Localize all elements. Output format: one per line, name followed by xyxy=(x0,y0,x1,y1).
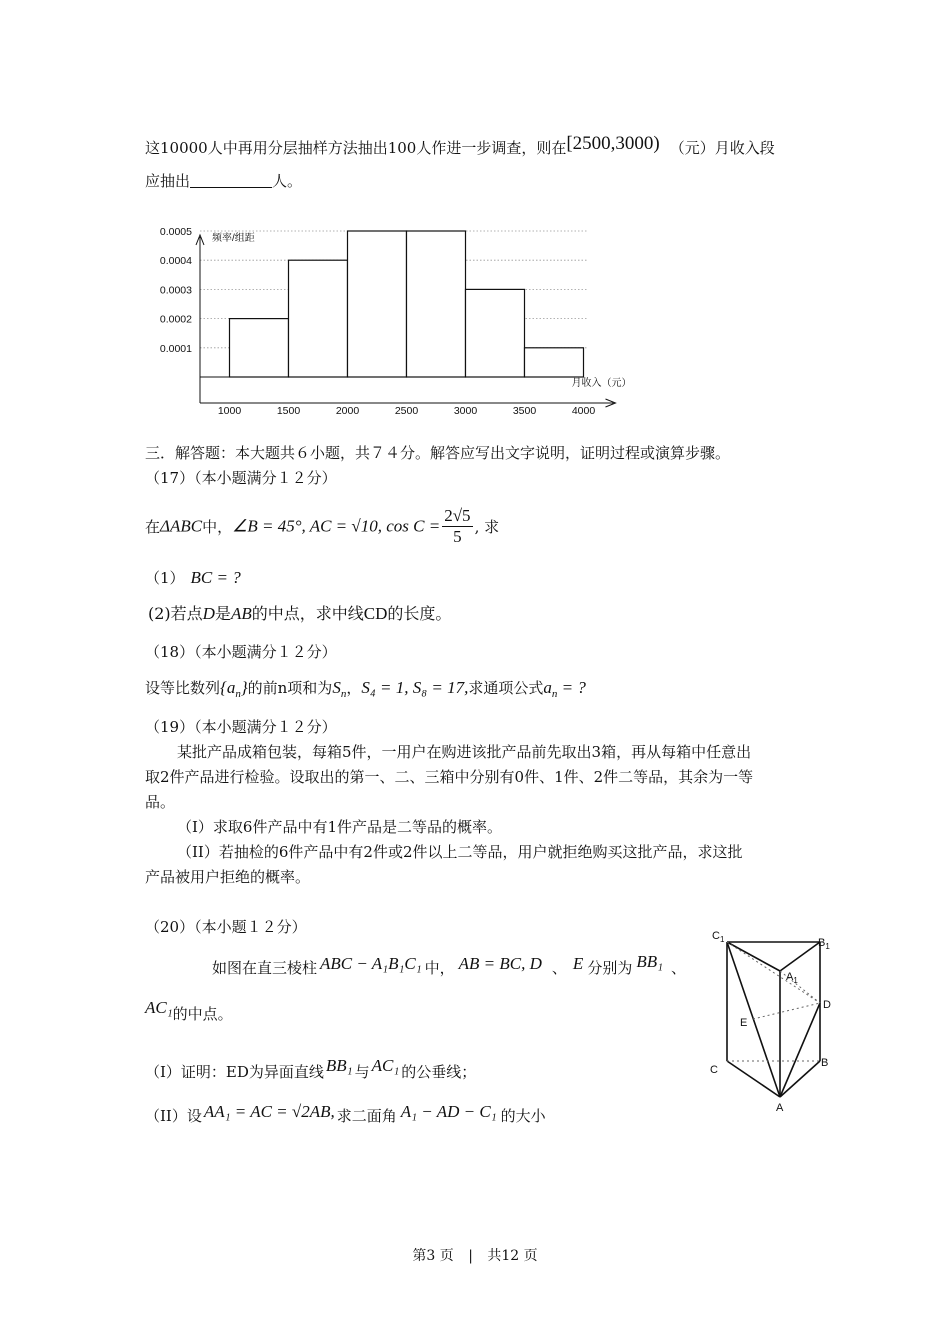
y-tick-label: 0.0001 xyxy=(159,342,192,355)
q18-S: S xyxy=(332,678,341,697)
q19-p3: 品。 xyxy=(145,793,176,811)
edge-A-D xyxy=(780,1003,820,1097)
footer-total: 共12 页 xyxy=(487,1248,538,1264)
q16-text-pre: 这10000人中再用分层抽样方法抽出100人作进一步调查，则在 xyxy=(145,139,567,157)
label-D: D xyxy=(823,999,831,1011)
q18-header: （18）（本小题满分１２分） xyxy=(145,643,337,661)
y-tick-label: 0.0004 xyxy=(159,255,192,268)
label-E: E xyxy=(740,1017,748,1029)
edge-C1-A xyxy=(727,942,780,1097)
q16-interval: [2500,3000) xyxy=(566,133,660,154)
q20-condition: AB = BC, D xyxy=(458,954,542,973)
q17-part2-pre: (2)若点 xyxy=(148,604,203,623)
histogram-bar xyxy=(289,260,348,377)
section3-heading: 三．解答题：本大题共６小题，共７４分。解答应写出文字说明，证明过程或演算步骤。 xyxy=(145,444,731,462)
q16-line2 xyxy=(145,170,302,191)
q17-part2-post: 的长度。 xyxy=(387,604,452,623)
q20-i2-post: 的大小 xyxy=(500,1107,546,1125)
q17-part2-mid2: 的中点，求中线 xyxy=(251,604,364,623)
q17-stem xyxy=(145,506,499,556)
q17-stem-mid: 中， xyxy=(202,518,233,536)
q17-point-D: D xyxy=(202,604,215,623)
q20-l1-end: 、 xyxy=(671,959,687,977)
q18-condition: S₄ = 1, S₈ = 17, xyxy=(361,678,469,697)
q17-part1-math: BC = ? xyxy=(190,568,241,587)
q20-sep: 、 xyxy=(551,959,567,977)
q20-header: （20）（本小题１２分） xyxy=(145,918,307,936)
histogram-bar xyxy=(348,231,407,377)
answer-blank[interactable] xyxy=(190,173,272,188)
histogram-bar xyxy=(466,289,525,377)
q20-AC1: AC₁ xyxy=(145,998,173,1017)
label-A: A xyxy=(776,1102,784,1114)
q20-i2-mid: 求二面角 xyxy=(336,1107,397,1125)
q18-text-pre: 设等比数列 xyxy=(145,679,221,697)
histogram-chart xyxy=(140,225,632,425)
histogram-bar xyxy=(525,348,584,377)
y-tick-label: 0.0003 xyxy=(159,284,192,297)
q18-seq-close: } xyxy=(240,678,248,697)
q18-ask-end: = ? xyxy=(557,678,586,697)
q20-i2-angle: A₁ − AD − C₁ xyxy=(400,1102,497,1121)
q18-a-sub: n xyxy=(551,688,558,700)
q20-item1 xyxy=(145,1056,476,1082)
x-tick-label: 4000 xyxy=(571,405,596,417)
q19-item2a: （II）若抽检的6件产品中有2件或2件以上二等品，用户就拒绝购买这批产品，求这批 xyxy=(177,843,743,861)
q18-sequence xyxy=(220,678,248,700)
hidden-E-D xyxy=(753,1003,820,1019)
q19-item2b: 产品被用户拒绝的概率。 xyxy=(145,868,311,886)
q16-line2-pre: 应抽出 xyxy=(145,172,191,190)
q18-an xyxy=(543,678,586,700)
q17-condition: ∠B = 45°, AC = √10, cos C = xyxy=(232,516,441,536)
q17-stem-pre: 在 xyxy=(145,518,161,536)
q17-part2 xyxy=(148,601,451,624)
q20-point-E: E xyxy=(572,954,584,973)
x-tick-label: 1000 xyxy=(217,405,242,417)
footer-page: 第3 页 xyxy=(412,1248,454,1264)
q20-i2-math: AA₁ = AC = √2AB, xyxy=(203,1102,335,1121)
q18-S-sub: n xyxy=(340,688,347,700)
q17-part1-label: （1） xyxy=(145,569,185,587)
q20-line2 xyxy=(145,998,233,1024)
q17-segment-CD: CD xyxy=(363,604,388,623)
q20-item2 xyxy=(145,1102,546,1126)
q17-part2-mid1: 是 xyxy=(214,604,231,623)
q20-BB1: BB₁ xyxy=(636,952,664,971)
q20-i1-post: 的公垂线； xyxy=(401,1063,477,1081)
q20-line1 xyxy=(212,952,686,978)
histogram-bar xyxy=(407,231,466,377)
x-tick-label: 2500 xyxy=(394,405,419,417)
q20-i1-pre: （I）证明：ED为异面直线 xyxy=(145,1063,324,1081)
histogram-bar xyxy=(230,319,289,377)
q17-frac-num: 2√5 xyxy=(444,506,471,525)
edge-A1-B1 xyxy=(780,942,820,971)
x-tick-label: 1500 xyxy=(276,405,301,417)
x-tick-label: 2000 xyxy=(335,405,360,417)
edge-A-B xyxy=(780,1061,820,1097)
x-tick-label: 3500 xyxy=(512,405,537,417)
q18-Sn xyxy=(332,678,347,700)
y-tick-label: 0.0005 xyxy=(159,226,192,238)
label-A1: $A_1$ xyxy=(786,971,798,985)
q18-a: a xyxy=(543,678,552,697)
x-axis-label: 月收入（元） xyxy=(571,378,632,389)
q20-l1-mid: 中， xyxy=(424,959,455,977)
q16-line2-post: 人。 xyxy=(272,172,303,190)
q18-ask: 求通项公式 xyxy=(468,679,544,697)
label-C1: $C_1$ xyxy=(712,930,725,944)
q19-p1: 某批产品成箱包装，每箱5件，一用户在购进该批产品前先取出3箱，再从每箱中任意出 xyxy=(177,743,752,761)
y-axis-label: 频率/组距 xyxy=(212,233,255,244)
label-C: C xyxy=(710,1064,718,1076)
q20-l2-post: 的中点。 xyxy=(172,1005,233,1023)
q19-header: （19）（本小题满分１２分） xyxy=(145,718,337,736)
q17-frac-den: 5 xyxy=(453,527,462,546)
q17-triangle: ΔABC xyxy=(160,516,203,536)
q17-fraction xyxy=(442,506,472,547)
q19-item1: （I）求取6件产品中有1件产品是二等品的概率。 xyxy=(177,818,503,836)
q16-text-post: （元）月收入段 xyxy=(669,139,775,157)
page-footer xyxy=(0,1245,950,1265)
q18-seq-open: {a xyxy=(220,678,236,697)
q17-stem-post: , 求 xyxy=(474,518,500,536)
y-tick-label: 0.0002 xyxy=(159,313,192,326)
q17-segment-AB: AB xyxy=(230,604,252,623)
q18-comma: ， xyxy=(346,679,362,697)
q18-stem xyxy=(145,677,586,700)
q20-i1-mid: 与 xyxy=(354,1063,370,1081)
q20-i1-BB1: BB₁ xyxy=(325,1056,353,1075)
footer-separator: | xyxy=(468,1248,473,1264)
q18-text-mid: 的前n项和为 xyxy=(247,679,333,697)
q19-p2: 取2件产品进行检验。设取出的第一、二、三箱中分别有0件、1件、2件二等品，其余为一等 xyxy=(145,768,754,786)
q17-header: （17）（本小题满分１２分） xyxy=(145,469,337,487)
q18-seq-sub: n xyxy=(235,688,241,700)
label-B1: $B_1$ xyxy=(818,937,830,951)
label-B: B xyxy=(821,1057,829,1069)
q16-line1 xyxy=(145,133,775,158)
prism-figure xyxy=(700,925,845,1115)
edge-C-A xyxy=(727,1061,780,1097)
q20-l1-pre: 如图在直三棱柱 xyxy=(212,959,318,977)
q20-prism: ABC − A₁B₁C₁ xyxy=(320,954,422,973)
q20-i1-AC1: AC₁ xyxy=(371,1056,400,1075)
q17-part1 xyxy=(145,567,241,588)
q20-i2-pre: （II）设 xyxy=(145,1107,202,1125)
x-tick-label: 3000 xyxy=(453,405,478,417)
q20-l1-post: 分别为 xyxy=(587,959,633,977)
